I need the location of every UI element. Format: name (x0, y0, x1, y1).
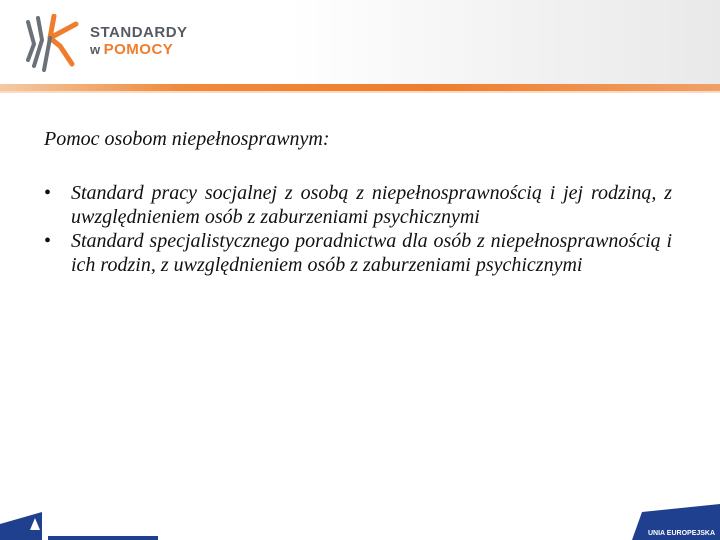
bullet-item (44, 181, 672, 229)
footer-emblem-icon (0, 502, 190, 540)
brand-w: w (90, 42, 101, 57)
header-light-stripe (0, 91, 720, 93)
bullet-item-text: Standard specjalistycznego poradnictwa dla osób z niepełnosprawnością i ich rodzin, z uwzględnieniem osób z zaburzeniami psychicznymi (71, 230, 672, 276)
bullet-item (44, 229, 672, 277)
brand-line-standardy: STANDARDY (90, 24, 188, 41)
bullet-icon: • (44, 182, 52, 204)
eu-label: UNIA EUROPEJSKA (648, 530, 716, 537)
brand-pomocy: POMOCY (103, 41, 174, 58)
bullet-icon: • (44, 230, 52, 252)
slide-content (44, 128, 672, 277)
header-orange-stripe (0, 84, 720, 91)
brand-line-pomocy (90, 41, 188, 58)
standardy-logo-icon (20, 14, 84, 74)
brand-wordmark (90, 24, 188, 58)
bullet-item-text: Standard pracy socjalnej z osobą z niepełnosprawnością i jej rodziną, z uwzględnieniem osób z zaburzeniami psychicznymi (71, 182, 672, 228)
slide-heading: Pomoc osobom niepełnosprawnym: (44, 128, 330, 150)
bullet-list (44, 181, 672, 277)
